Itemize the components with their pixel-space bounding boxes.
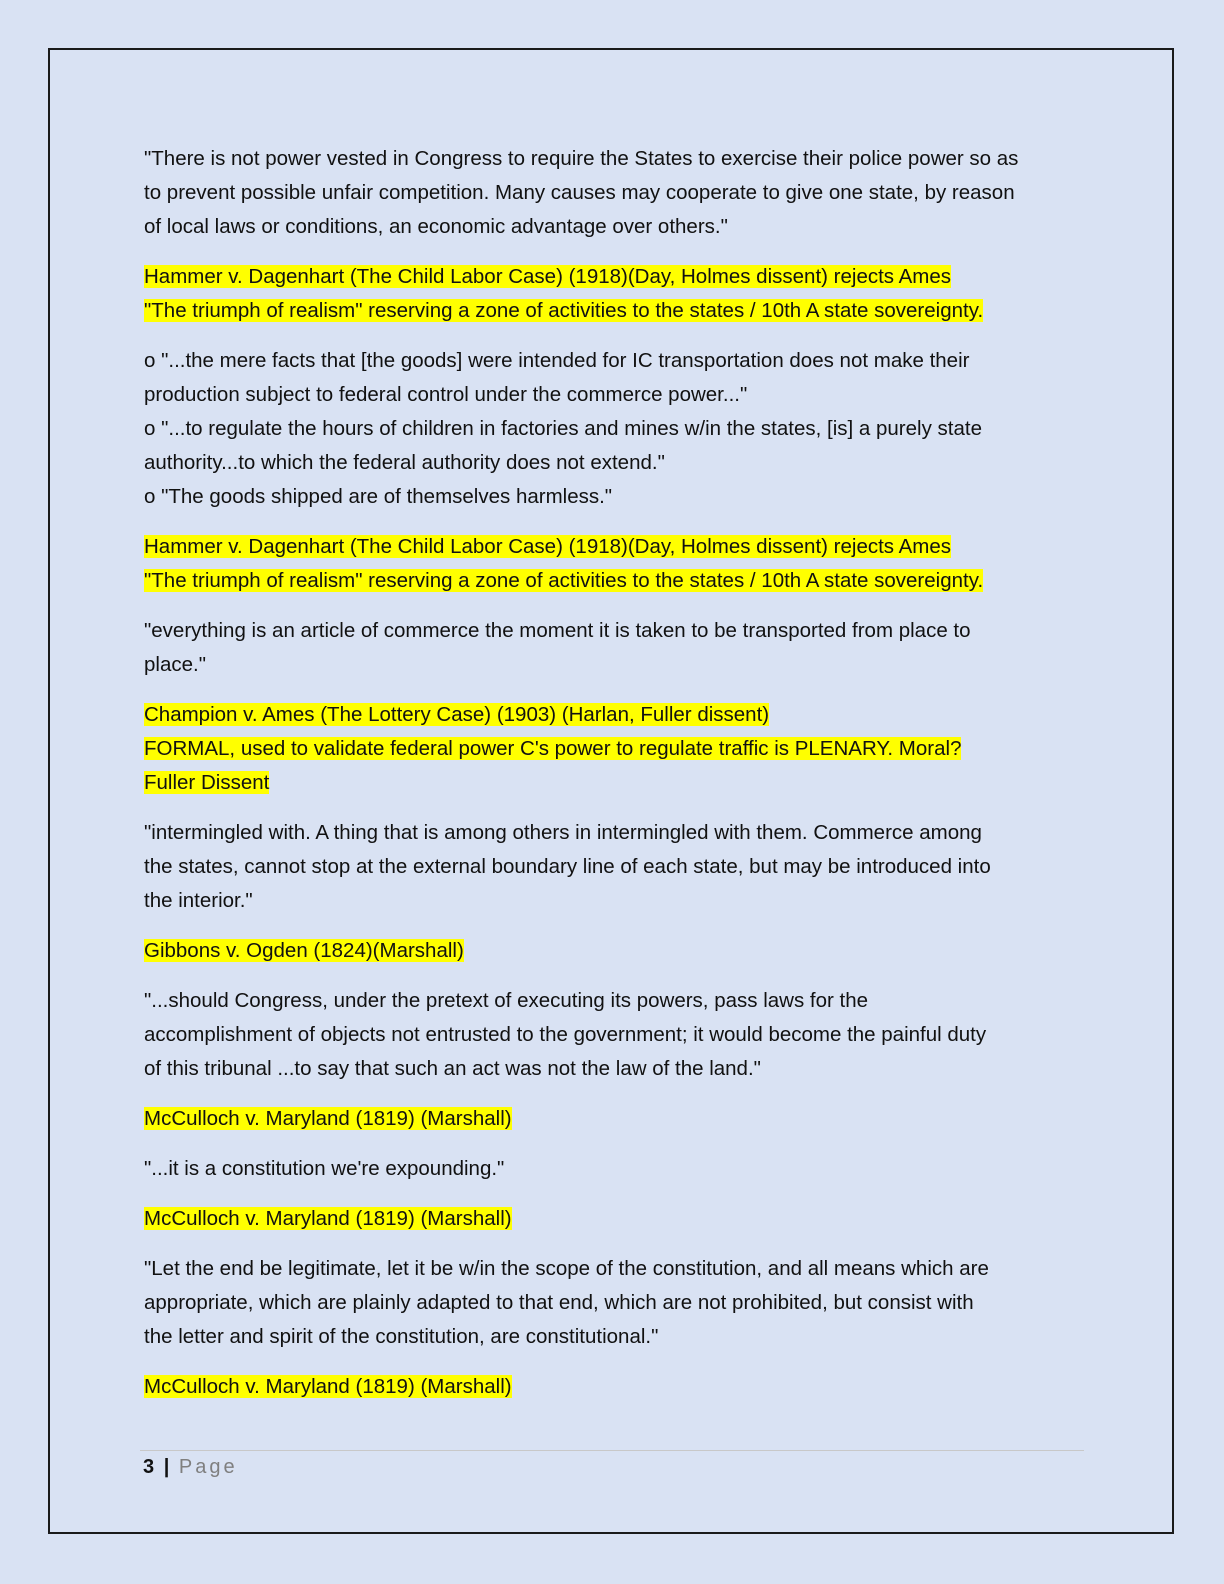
line-text: place."	[144, 653, 206, 676]
text-line	[144, 614, 1084, 648]
text-line	[144, 850, 1084, 884]
text-line	[144, 260, 1084, 294]
line-text: to prevent possible unfair competition. Many causes may cooperate to give one state, by reason	[144, 181, 1015, 204]
line-text: "...should Congress, under the pretext of executing its powers, pass laws for the	[144, 989, 869, 1012]
highlighted-text: McCulloch v. Maryland (1819) (Marshall)	[144, 1375, 512, 1398]
text-line	[144, 378, 1084, 412]
text-line	[144, 1018, 1084, 1052]
text-line	[144, 816, 1084, 850]
quote-paragraph	[144, 614, 1084, 682]
highlighted-case-citation	[144, 530, 1084, 598]
quote-paragraph	[144, 984, 1084, 1086]
line-text: of local laws or conditions, an economic advantage over others."	[144, 215, 728, 238]
text-line	[144, 1052, 1084, 1086]
text-line	[144, 1102, 1084, 1136]
quote-paragraph	[144, 816, 1084, 918]
text-line	[144, 766, 1084, 800]
line-text: appropriate, which are plainly adapted to that end, which are not prohibited, but consist with	[144, 1291, 974, 1314]
highlighted-text: Champion v. Ames (The Lottery Case) (1903) (Harlan, Fuller dissent)	[144, 703, 770, 726]
line-text: the letter and spirit of the constitution, are constitutional."	[144, 1325, 659, 1348]
highlighted-text: "The triumph of realism" reserving a zone of activities to the states / 10th A state sovereignty.	[144, 299, 984, 322]
line-text: "There is not power vested in Congress to require the States to exercise their police power so as	[144, 147, 1019, 170]
page-number: 3	[143, 1456, 155, 1478]
highlighted-text: "The triumph of realism" reserving a zone of activities to the states / 10th A state sovereignty.	[144, 569, 984, 592]
line-text: "everything is an article of commerce the moment it is taken to be transported from place to	[144, 619, 971, 642]
document-body	[144, 142, 1084, 1420]
page-footer	[143, 1452, 238, 1482]
text-line	[144, 884, 1084, 918]
highlighted-text: Fuller Dissent	[144, 771, 270, 794]
line-text: the states, cannot stop at the external boundary line of each state, but may be introduced into	[144, 855, 991, 878]
text-line	[144, 1286, 1084, 1320]
text-line	[144, 294, 1084, 328]
text-line	[144, 142, 1084, 176]
text-line	[144, 648, 1084, 682]
line-text: "...it is a constitution we're expounding."	[144, 1157, 505, 1180]
text-line	[144, 1202, 1084, 1236]
text-line	[144, 210, 1084, 244]
text-line	[144, 1252, 1084, 1286]
quote-paragraph	[144, 142, 1084, 244]
highlighted-case-citation	[144, 934, 1084, 968]
text-line	[144, 480, 1084, 514]
highlighted-text: McCulloch v. Maryland (1819) (Marshall)	[144, 1207, 512, 1230]
highlighted-text: McCulloch v. Maryland (1819) (Marshall)	[144, 1107, 512, 1130]
text-line	[144, 698, 1084, 732]
quote-paragraph	[144, 1152, 1084, 1186]
highlighted-case-citation	[144, 1370, 1084, 1404]
highlighted-text: FORMAL, used to validate federal power C's power to regulate traffic is PLENARY. Moral?	[144, 737, 962, 760]
highlighted-text: Gibbons v. Ogden (1824)(Marshall)	[144, 939, 464, 962]
text-line	[144, 1152, 1084, 1186]
text-line	[144, 934, 1084, 968]
text-line	[144, 446, 1084, 480]
text-line	[144, 732, 1084, 766]
line-text: o "...the mere facts that [the goods] were intended for IC transportation does not make their	[144, 349, 970, 372]
text-line	[144, 564, 1084, 598]
highlighted-case-citation	[144, 260, 1084, 328]
highlighted-text: Hammer v. Dagenhart (The Child Labor Case) (1918)(Day, Holmes dissent) rejects Ames	[144, 535, 952, 558]
page-label: Page	[178, 1456, 238, 1478]
footer-divider	[140, 1450, 1084, 1451]
quote-paragraph	[144, 1252, 1084, 1354]
line-text: the interior."	[144, 889, 253, 912]
line-text: authority...to which the federal authority does not extend."	[144, 451, 665, 474]
line-text: of this tribunal ...to say that such an act was not the law of the land."	[144, 1057, 761, 1080]
text-line	[144, 412, 1084, 446]
text-line	[144, 1320, 1084, 1354]
highlighted-text: Hammer v. Dagenhart (The Child Labor Case) (1918)(Day, Holmes dissent) rejects Ames	[144, 265, 952, 288]
line-text: "intermingled with. A thing that is among others in intermingled with them. Commerce among	[144, 821, 982, 844]
text-line	[144, 530, 1084, 564]
line-text: accomplishment of objects not entrusted to the government; it would become the painful duty	[144, 1023, 987, 1046]
text-line	[144, 344, 1084, 378]
highlighted-case-citation	[144, 1102, 1084, 1136]
line-text: o "The goods shipped are of themselves harmless."	[144, 485, 613, 508]
quote-paragraph	[144, 344, 1084, 514]
text-line	[144, 176, 1084, 210]
line-text: o "...to regulate the hours of children in factories and mines w/in the states, [is] a purely state	[144, 417, 982, 440]
highlighted-case-citation	[144, 698, 1084, 800]
footer-separator: |	[163, 1456, 170, 1478]
text-line	[144, 984, 1084, 1018]
highlighted-case-citation	[144, 1202, 1084, 1236]
text-line	[144, 1370, 1084, 1404]
line-text: production subject to federal control under the commerce power..."	[144, 383, 748, 406]
line-text: "Let the end be legitimate, let it be w/in the scope of the constitution, and all means which are	[144, 1257, 989, 1280]
